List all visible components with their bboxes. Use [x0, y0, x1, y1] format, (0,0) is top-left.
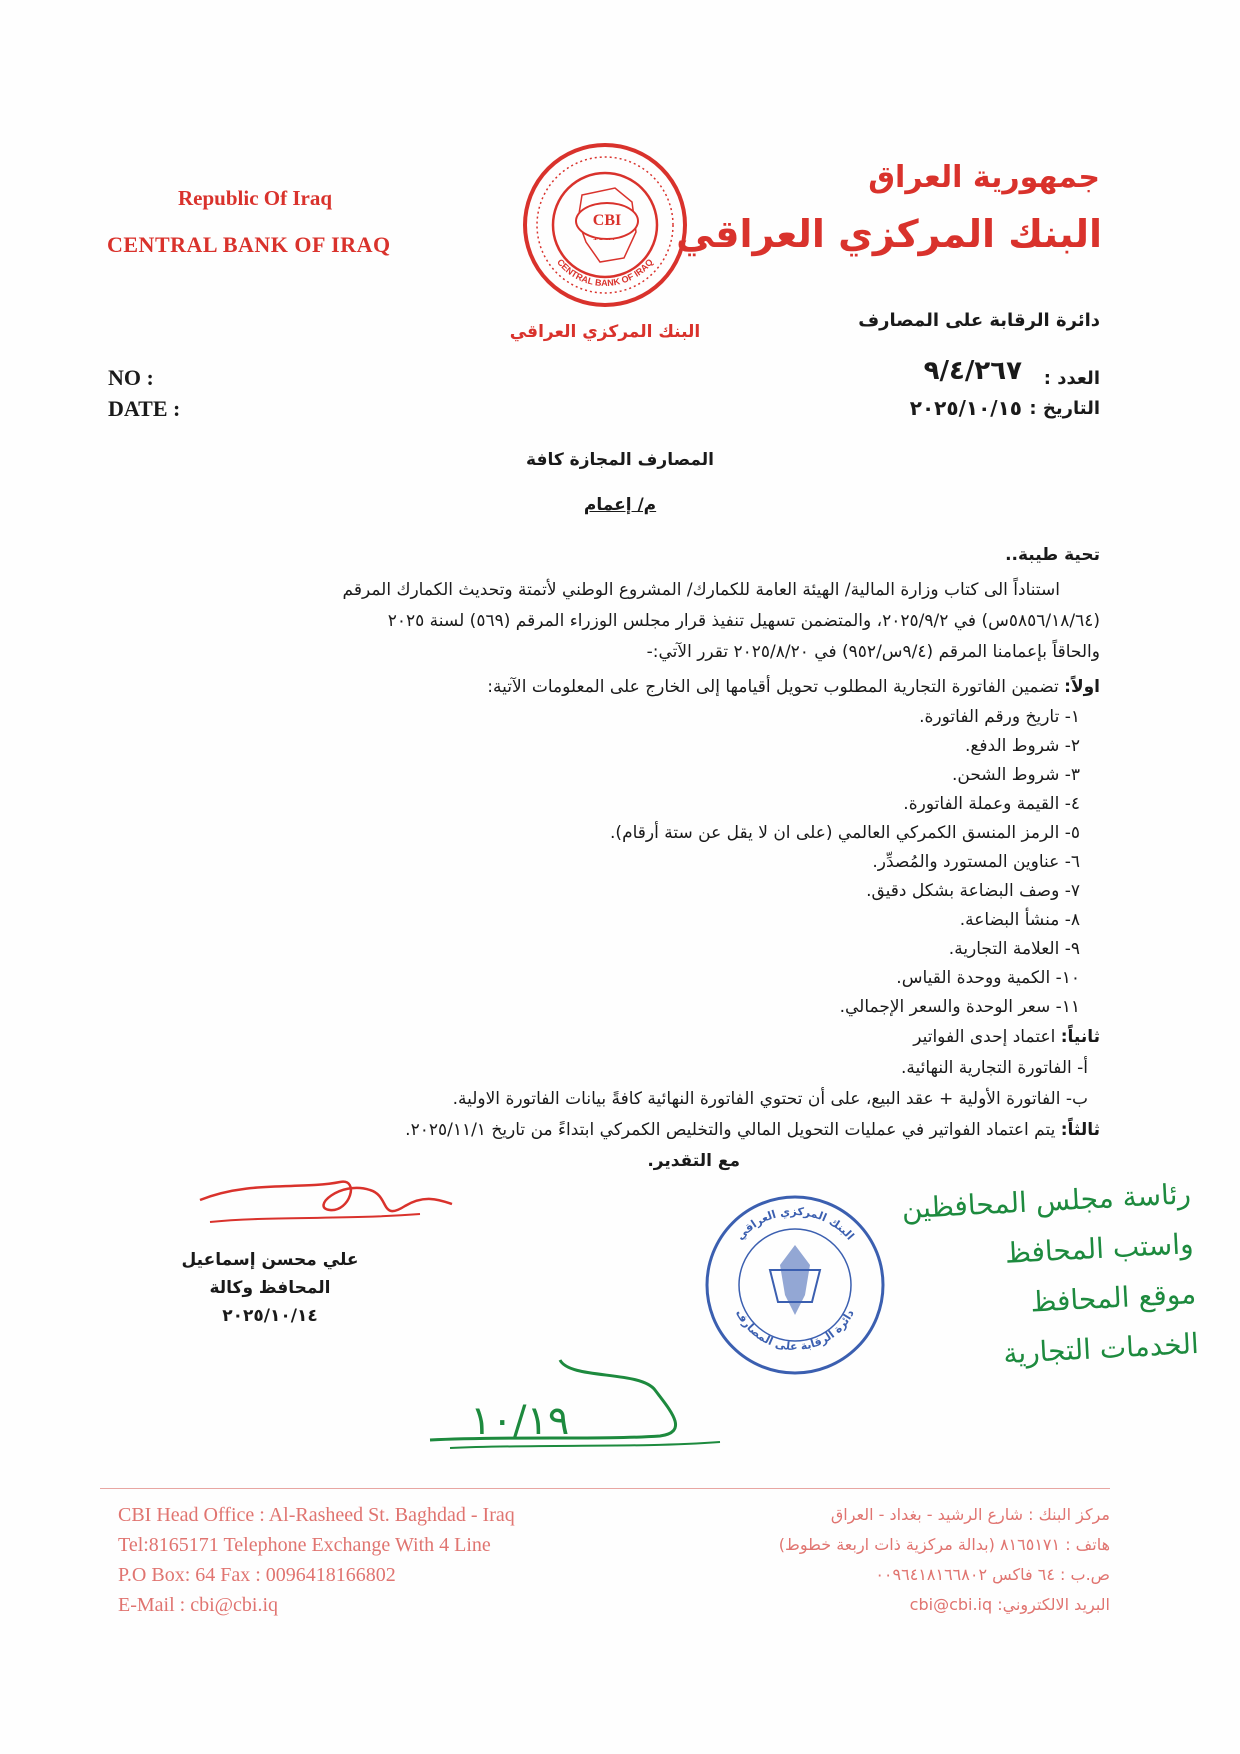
- footer-ar-address: مركز البنك : شارع الرشيد - بغداد - العراق: [830, 1505, 1110, 1524]
- section-second-a: أ- الفاتورة التجارية النهائية.: [900, 1058, 1088, 1078]
- intro-line: والحاقاً بإعمامنا المرقم (٩/٤س/٩٥٢) في ٢٠٢٥/٨/٢٠ تقرر الآتي:-: [646, 642, 1100, 662]
- section-first-label: اولاً:: [1064, 677, 1100, 697]
- section-second-label: ثانياً:: [1060, 1027, 1100, 1047]
- section-second: [180, 1022, 1100, 1053]
- footer-en-pobox: P.O Box: 64 Fax : 0096418166802: [118, 1564, 396, 1586]
- footer-ar-phone: هاتف : ٨١٦٥١٧١ (بدالة مركزية ذات اربعة خطوط): [778, 1535, 1110, 1554]
- list-item: ٣- شروط الشحن.: [951, 765, 1080, 785]
- handwritten-line: موقع المحافظ: [1029, 1276, 1197, 1319]
- handwritten-note: [770, 1169, 1200, 1391]
- section-first: [180, 672, 1100, 703]
- section-third-text: يتم اعتماد الفواتير في عمليات التحويل المالي والتخليص الكمركي ابتداءً من تاريخ ٢٠٢٥/١١/١.: [405, 1120, 1061, 1140]
- handwritten-line: واستب المحافظ: [1004, 1227, 1195, 1270]
- section-third-label: ثالثاً:: [1060, 1120, 1100, 1140]
- subject: م/ إعمام: [583, 495, 657, 515]
- section-second-b: ب- الفاتورة الأولية + عقد البيع، على أن تحتوي الفاتورة النهائية كافةً بيانات الفاتورة الاولية.: [452, 1089, 1088, 1109]
- stamp-ring-top: البنك المركزي العراقي: [733, 1204, 857, 1243]
- list-item: ١٠- الكمية ووحدة القياس.: [896, 968, 1080, 988]
- header-en-republic: Republic Of Iraq: [178, 186, 333, 210]
- list-item: ٤- القيمة وعملة الفاتورة.: [903, 794, 1080, 814]
- handwritten-line: رئاسة مجلس المحافظين: [900, 1177, 1192, 1226]
- date-label-ar: التاريخ :: [1029, 398, 1100, 419]
- cbi-logo: [520, 140, 690, 310]
- signatory-name: علي محسن إسماعيل: [181, 1250, 359, 1270]
- stamp-ring-bottom: دائرة الرقابة على المصارف: [733, 1307, 857, 1354]
- greeting: تحية طيبة..: [1005, 545, 1100, 565]
- list-item: ٦- عناوين المستورد والمُصدِّر.: [872, 852, 1080, 872]
- recipient: المصارف المجازة كافة: [526, 450, 714, 470]
- requirements-list: [180, 703, 1080, 1022]
- no-label-ar: العدد :: [1043, 368, 1100, 389]
- handwritten-date: ١٠/١٩: [470, 1398, 570, 1444]
- letter-body: [180, 540, 1100, 1177]
- date-label-en: DATE :: [108, 396, 181, 421]
- intro-line: (٥٨٥٦/١٨/٦٤س) في ٢٠٢٥/٩/٢، والمتضمن تسهيل تنفيذ قرار مجلس الوزراء المرقم (٥٦٩) لسنة ٢٠٢٥: [387, 611, 1100, 631]
- header-ar-republic: جمهورية العراق: [868, 160, 1100, 195]
- list-item: ٨- منشأ البضاعة.: [959, 910, 1080, 930]
- list-item: ٢- شروط الدفع.: [964, 736, 1080, 756]
- date-value: ٢٠٢٥/١٠/١٥: [909, 396, 1022, 420]
- section-second-text: اعتماد إحدى الفواتير: [913, 1027, 1061, 1047]
- section-third: [180, 1115, 1100, 1146]
- footer-ar-email: البريد الالكتروني: cbi@cbi.iq: [909, 1595, 1110, 1614]
- footer-en-address: CBI Head Office : Al-Rasheed St. Baghdad - Iraq: [118, 1504, 515, 1526]
- cbi-logo-monogram: CBI: [575, 202, 639, 240]
- signature-scribble: [190, 1160, 460, 1250]
- list-item: ٩- العلامة التجارية.: [948, 939, 1080, 959]
- cbi-logo-caption: البنك المركزي العراقي: [509, 322, 701, 342]
- list-item: ١١- سعر الوحدة والسعر الإجمالي.: [839, 997, 1080, 1017]
- no-label-en: NO :: [108, 365, 154, 390]
- list-item: ٥- الرمز المنسق الكمركي العالمي (على ان لا يقل عن ستة أرقام).: [610, 823, 1080, 843]
- cbi-logo-ring-text: CENTRAL BANK OF IRAQ: [555, 256, 655, 288]
- intro-line: استناداً الى كتاب وزارة المالية/ الهيئة العامة للكمارك/ المشروع الوطني لأتمتة وتحديث الكمارك المرقم: [342, 580, 1060, 600]
- closing: مع التقدير.: [647, 1151, 740, 1171]
- signatory-title: المحافظ وكالة: [209, 1278, 331, 1298]
- header-ar-bank: البنك المركزي العراقي: [676, 212, 1102, 256]
- footer-ar-pobox: ص.ب : ٦٤ فاكس ٠٠٩٦٤١٨١٦٦٨٠٢: [875, 1565, 1110, 1584]
- department-name: دائرة الرقابة على المصارف: [858, 310, 1100, 331]
- signature-date: ٢٠٢٥/١٠/١٤: [222, 1306, 318, 1326]
- list-item: ٧- وصف البضاعة بشكل دقيق.: [866, 881, 1080, 901]
- list-item: ١- تاريخ ورقم الفاتورة.: [919, 707, 1080, 727]
- no-value: ٩/٤/٢٦٧: [923, 356, 1022, 386]
- footer-en-email: E-Mail : cbi@cbi.iq: [118, 1594, 279, 1616]
- footer-ar: [779, 1500, 1110, 1620]
- section-first-text: تضمين الفاتورة التجارية المطلوب تحويل أقيامها إلى الخارج على المعلومات الآتية:: [487, 677, 1065, 697]
- handwritten-line: الخدمات التجارية: [1002, 1326, 1200, 1371]
- footer-divider: [100, 1488, 1110, 1489]
- footer-en-phone: Tel:8165171 Telephone Exchange With 4 Line: [118, 1534, 491, 1556]
- footer-en: [118, 1500, 515, 1620]
- handwritten-initial-scribble: [420, 1340, 780, 1460]
- header-en-bank: CENTRAL BANK OF IRAQ: [107, 232, 391, 257]
